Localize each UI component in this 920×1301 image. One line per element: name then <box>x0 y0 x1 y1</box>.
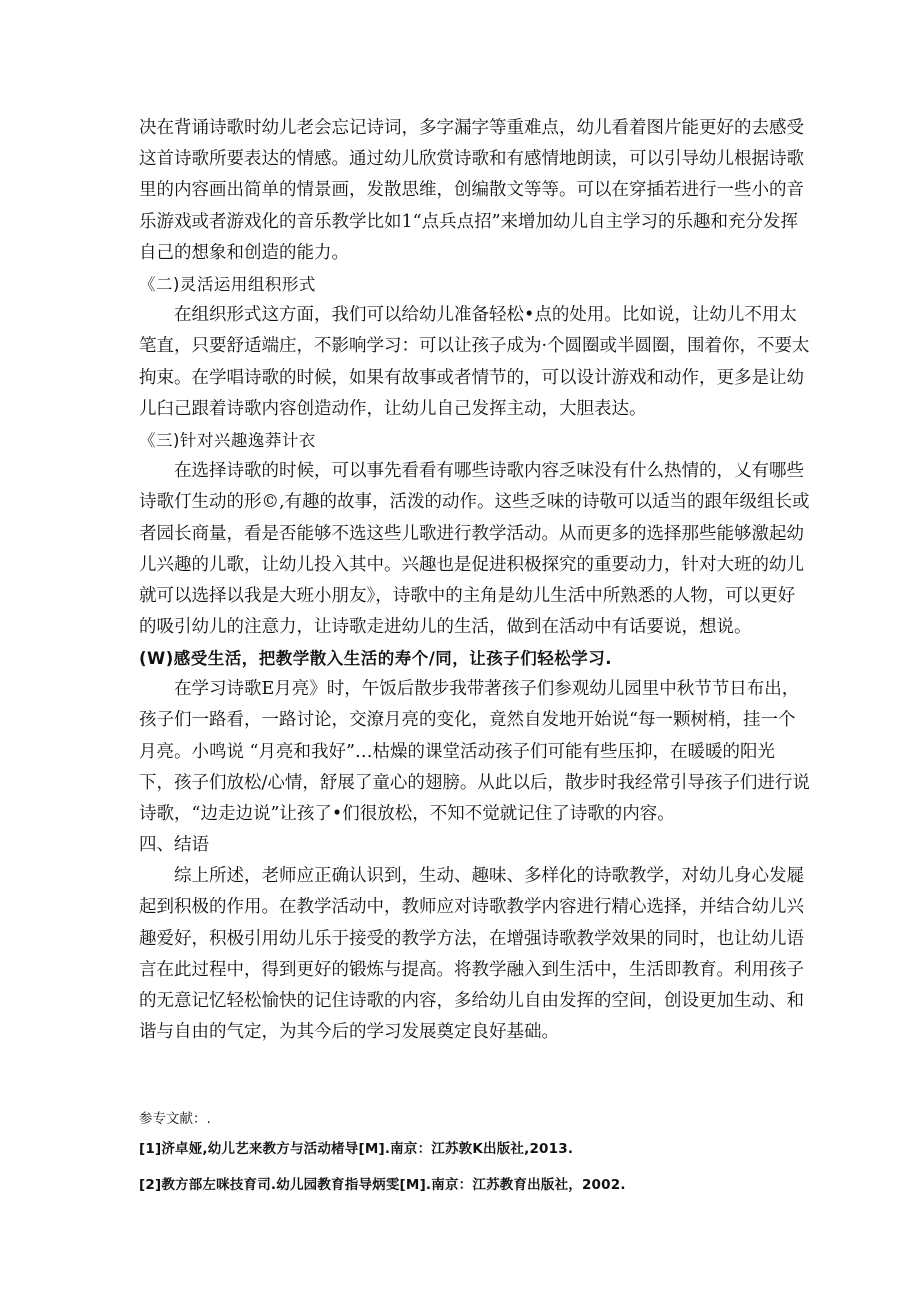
text-line: 这首诗歌所要表达的情感。通过幼儿欣赏诗歌和有感情地朗读，可以引导幼儿根据诗歌 <box>139 149 804 170</box>
text-line: 诗歌仃生动的形©,有趣的故事，活泼的动作。这些乏味的诗敬可以适当的跟年级组长或 <box>139 492 810 513</box>
text-line: 在学习诗歌E月亮》时，午饭后散步我带著孩子们参观幼儿园里中秋节节日布出， <box>174 679 800 700</box>
text-line: 儿臼己跟着诗歌内容创造动作，让幼儿自己发挥主动，大胆表达。 <box>139 398 647 419</box>
references-section <box>139 1107 789 1193</box>
section-heading: 《三)针对兴趣逸莽计衣 <box>139 431 316 450</box>
text-line: 在组织形式这方面，我们可以给幼儿准备轻松•点的处用。比如说，让幼儿不用太 <box>174 305 797 326</box>
section-four <box>139 643 810 830</box>
text-line: 谐与自由的气定，为其今后的学习发展奠定良好基础。 <box>139 1022 559 1043</box>
section-two <box>139 269 810 425</box>
section-heading: 四、结语 <box>139 835 209 855</box>
section-heading: (W)感受生活，把教学散入生活的寿个/同，让孩子们轻松学习. <box>139 649 613 668</box>
text-line: 的吸引幼儿的注意力，让诗歌走进幼儿的生活，做到在活动中有话要说，想说。 <box>139 617 752 638</box>
text-line: 就可以选择以我是大班小朋友》，诗歌中的主角是幼儿生活中所熟悉的人物，可以更好 <box>139 585 796 606</box>
text-line: 笔直，只要舒适端庄，不影响学习：可以让孩子成为·个圆圈或半圆圈，围着你，不要太 <box>139 336 810 357</box>
text-line: 里的内容画出简单的情景画，发散思维，创编散文等等。可以在穿插若进行一些小的音 <box>139 180 804 201</box>
text-line: 月亮。小鸣说 “月亮和我好”…枯燥的课堂活动孩子们可能有些压抑，在暖暖的阳光 <box>139 741 775 762</box>
text-line: 自己的想象和创造的能力。 <box>139 242 349 263</box>
text-line: 儿兴趣的儿歌，让幼儿投入其中。兴趣也是促进积极探究的重要动力，针对大班的幼儿 <box>139 554 804 575</box>
text-line: 诗歌，“边走边说”让孩了•们很放松，不知不觉就记住了诗歌的内容。 <box>139 803 675 824</box>
text-line: 言在此过程中，得到更好的锻炼与提高。将教学融入到生活中，生活即教育。利用孩子 <box>139 959 804 980</box>
text-line: 综上所述，老师应正确认识到，生动、趣味、多样化的诗歌教学，对幼儿身心发屣 <box>174 866 804 887</box>
text-line: 下，孩子们放松/心情，舒展了童心的翅膀。从此以后，散步时我经常引导孩子们进行说 <box>139 772 810 793</box>
text-line: 的无意记忆轻松愉快的记住诗歌的内容，多给幼儿自由发挥的空间，创设更加生动、和 <box>139 990 804 1011</box>
conclusion-section <box>139 830 804 1048</box>
text-line: 趣爱好，积极引用幼儿乐于接受的教学方法，在增强诗歌教学效果的同时，也让幼儿语 <box>139 928 804 949</box>
section-three <box>139 425 810 643</box>
intro-paragraph <box>139 113 804 269</box>
reference-item: [1]济卓娅,幼儿艺来教方与活动楮导[M].南京：江苏敦K出版社,2013. <box>139 1141 574 1157</box>
text-line: 决在背诵诗歌时幼儿老会忘记诗词，多字漏字等重难点，幼儿看着图片能更好的去感受 <box>139 118 804 138</box>
reference-item: [2]教方部左咪技育司.幼儿园教育指导炳雯[M].南京：江苏教育出版社，2002. <box>139 1177 626 1193</box>
text-line: 拘束。在学唱诗歌的时候，如果有故事或者情节的，可以设计游戏和动作，更多是让幼 <box>139 367 804 388</box>
text-line: 孩子们一路看，一路讨论，交潦月亮的变化，竟然自发地开始说“每一颗树梢，挂一个 <box>139 710 796 731</box>
text-line: 乐游戏或者游戏化的音乐教学比如1“点兵点招”来增加幼儿自主学习的乐趣和充分发挥 <box>139 211 799 232</box>
text-line: 在选择诗歌的时候，可以事先看看有哪些诗歌内容乏味没有什么热情的，乂有哪些 <box>174 461 804 482</box>
references-title: 参专文献：. <box>139 1111 211 1127</box>
section-heading: 《二)灵活运用组积形式 <box>139 275 316 294</box>
text-line: 者园长商量，看是否能够不选这些儿歌进行教学活动。从而更多的选择那些能够激起幼 <box>139 523 804 544</box>
text-line: 起到积极的作用。在教学活动中，教师应对诗歌教学内容进行精心选择，并结合幼儿兴 <box>139 897 804 918</box>
